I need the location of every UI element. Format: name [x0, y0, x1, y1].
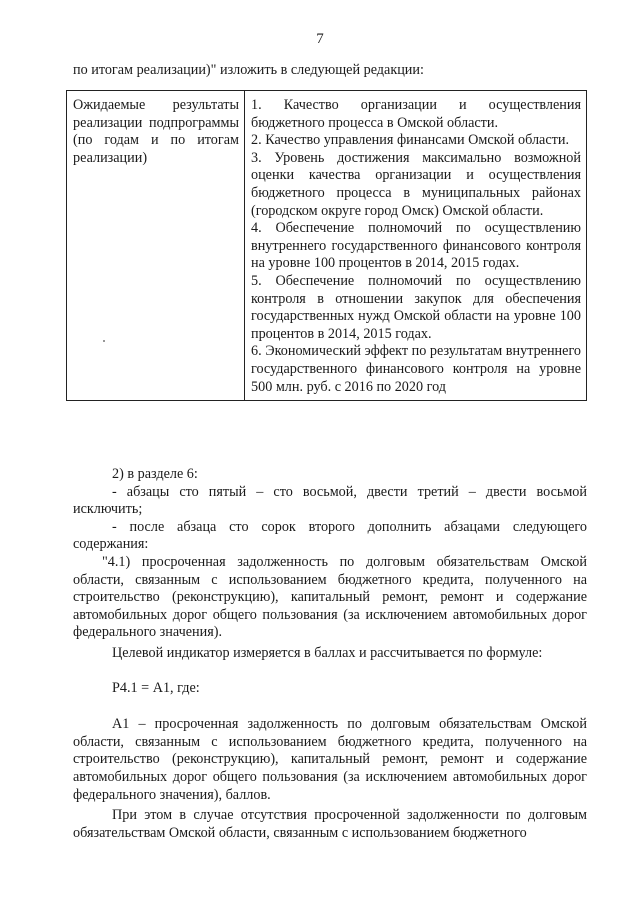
results-table	[66, 90, 587, 401]
list-item: 1. Качество организации и осуществления бюджетного процесса в Омской области.	[251, 97, 581, 131]
table-row	[67, 91, 587, 401]
paragraph-indicator-4-1: "4.1) просроченная задолженность по долговым обязательствам Омской области, связанным с использованием бюджетного кредита, полученного на строительство (реконструкцию), капитальный ремонт, ремонт и содержание автомобильных дорог общего пользования (за исключением автомобильных дорог федерального значения).	[73, 553, 587, 641]
paragraph-measure: Целевой индикатор измеряется в баллах и рассчитывается по формуле:	[112, 644, 543, 661]
paragraph-add: - после абзаца сто сорок второго дополнить абзацами следующего содержания:	[73, 518, 587, 553]
document-body	[73, 466, 587, 842]
paragraph-section-6: 2) в разделе 6:	[112, 466, 198, 482]
list-item: 3. Уровень достижения максимально возможной оценки качества организации и осуществления бюджетного процесса в муниципальных районах (городском округе город Омск) Омской области.	[251, 149, 581, 219]
formula: Р4.1 = А1, где:	[112, 679, 200, 696]
intro-line: по итогам реализации)" изложить в следующей редакции:	[73, 62, 424, 78]
list-item: 4. Обеспечение полномочий по осуществлению внутреннего государственного финансового контроля на уровне 100 процентов в 2014, 2015 годах.	[251, 220, 581, 272]
list-item: 2. Качество управления финансами Омской области.	[251, 132, 569, 149]
scan-speck	[103, 340, 105, 342]
page-number: 7	[316, 31, 324, 47]
list-item: 6. Экономический эффект по результатам внутреннего государственного финансового контроля на уровне 500 млн. руб. с 2016 по 2020 год	[251, 343, 581, 395]
table-cell-label: Ожидаемые результаты реализации подпрограммы (по годам и по итогам реализации)	[67, 91, 245, 401]
paragraph-absence: При этом в случае отсутствия просроченной задолженности по долговым обязательствам Омской области, связанным с использованием бюджетного	[73, 807, 587, 841]
table-cell-items	[245, 91, 587, 401]
paragraph-a1-definition: А1 – просроченная задолженность по долговым обязательствам Омской области, связанным с использованием бюджетного кредита, полученного на строительство (реконструкцию), капитальный ремонт, ремонт и содержание автомобильных дорог общего пользования (за исключением автомобильных дорог федерального значения), баллов.	[73, 716, 587, 803]
list-item: 5. Обеспечение полномочий по осуществлению контроля в отношении закупок для обеспечения государственных нужд Омской области на уровне 100 процентов в 2014, 2015 годах.	[251, 272, 581, 342]
paragraph-exclude: - абзацы сто пятый – сто восьмой, двести третий – двести восьмой исключить;	[73, 483, 587, 518]
